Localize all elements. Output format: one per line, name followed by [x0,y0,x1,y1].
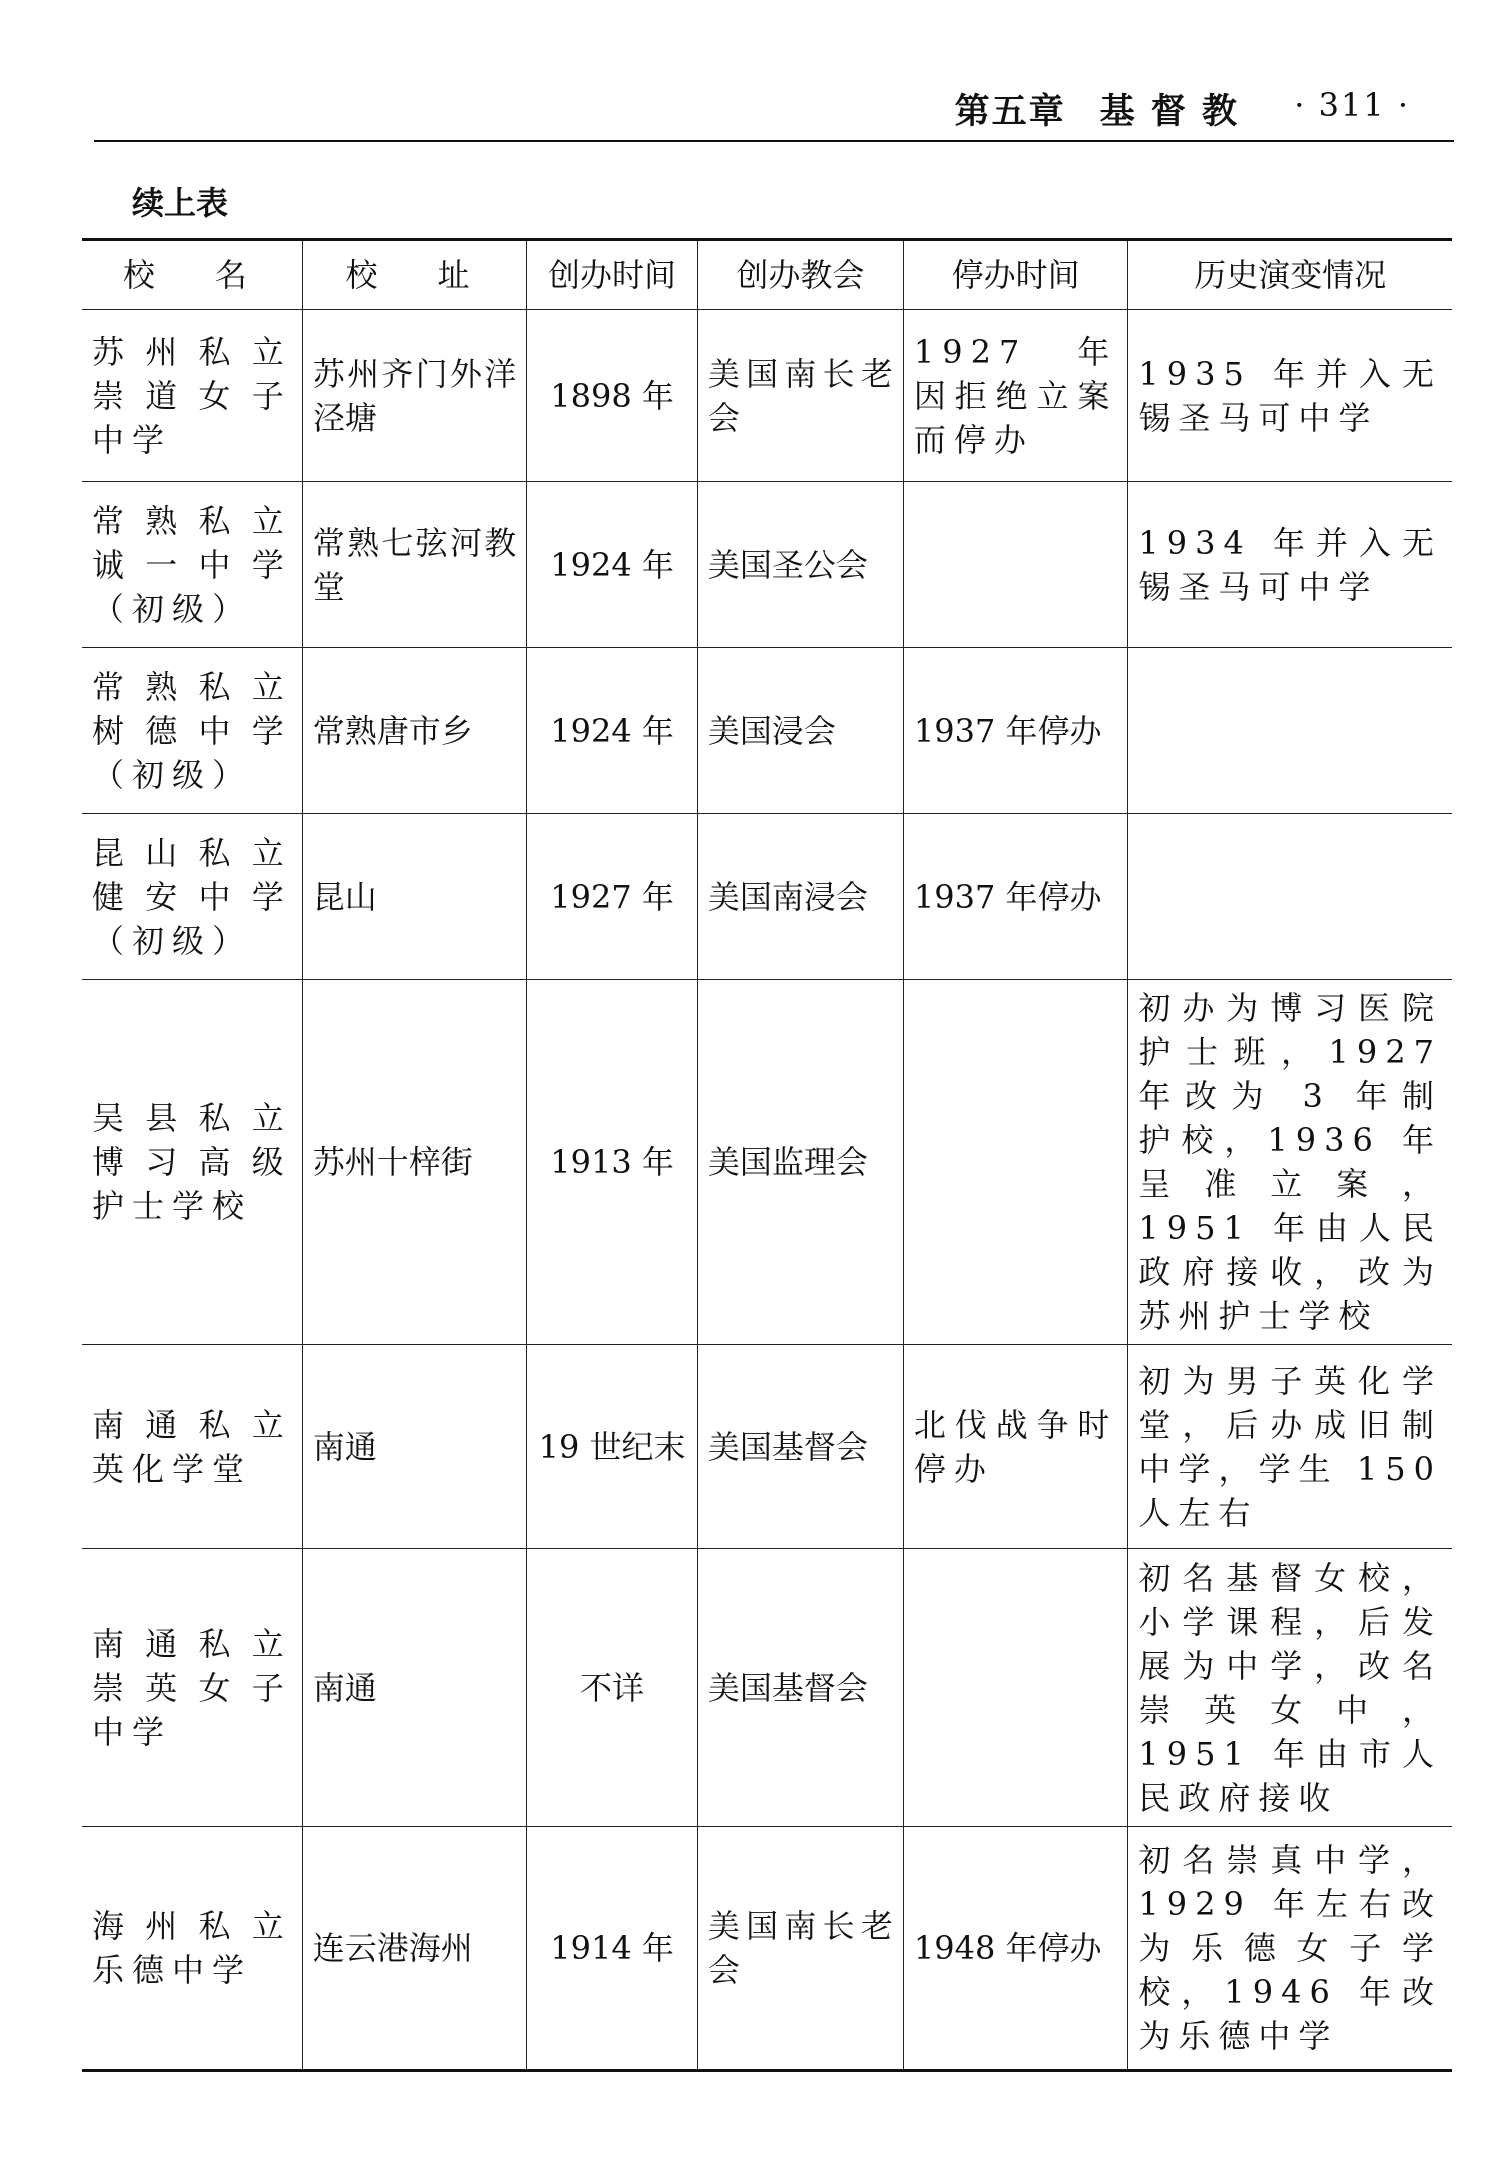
founded-cell: 1927 年 [527,814,698,980]
column-header-founded: 创办时间 [527,240,698,310]
school-location-cell: 昆山 [302,814,527,980]
school-location-cell: 苏州齐门外洋泾塘 [302,310,527,482]
chapter-number: 第五章 [954,92,1066,132]
closed-cell [903,1549,1128,1827]
history-cell: 初名崇真中学，1929 年左右改为乐德女子学校，1946 年改为乐德中学 [1128,1827,1452,2071]
school-name-cell: 海州私立乐德中学 [82,1827,302,2071]
history-cell: 1934 年并入无锡圣马可中学 [1128,482,1452,648]
school-location-cell: 南通 [302,1549,527,1827]
history-cell: 1935 年并入无锡圣马可中学 [1128,310,1452,482]
chapter-heading [955,84,1239,134]
table-row [82,482,1452,648]
church-cell: 美国南浸会 [697,814,903,980]
church-schools-table [82,238,1452,2072]
table-row [82,980,1452,1345]
table-row [82,1549,1452,1827]
closed-cell [903,980,1128,1345]
founded-cell: 不详 [527,1549,698,1827]
church-cell: 美国基督会 [697,1549,903,1827]
table-row [82,648,1452,814]
school-location-cell: 苏州十梓街 [302,980,527,1345]
closed-cell: 1927 年因拒绝立案而停办 [903,310,1128,482]
school-location-cell: 连云港海州 [302,1827,527,2071]
table-header-row [82,240,1452,310]
school-location-cell: 常熟七弦河教堂 [302,482,527,648]
church-cell: 美国监理会 [697,980,903,1345]
closed-cell: 1937 年停办 [903,814,1128,980]
column-header-closed: 停办时间 [903,240,1128,310]
founded-cell: 1898 年 [527,310,698,482]
history-cell [1128,648,1452,814]
founded-cell: 1924 年 [527,482,698,648]
school-name-cell: 吴县私立博习高级护士学校 [82,980,302,1345]
school-name-cell: 南通私立英化学堂 [82,1345,302,1549]
school-name-cell: 常熟私立诚一中学（初级） [82,482,302,648]
table-row [82,814,1452,980]
closed-cell: 北伐战争时停办 [903,1345,1128,1549]
chapter-title: 基 督 教 [1099,92,1239,132]
church-cell: 美国基督会 [697,1345,903,1549]
history-cell [1128,814,1452,980]
church-cell: 美国浸会 [697,648,903,814]
closed-cell: 1948 年停办 [903,1827,1128,2071]
column-header-church: 创办教会 [697,240,903,310]
founded-cell: 19 世纪末 [527,1345,698,1549]
history-cell: 初为男子英化学堂，后办成旧制中学，学生 150 人左右 [1128,1345,1452,1549]
school-location-cell: 南通 [302,1345,527,1549]
column-header-location: 校 址 [302,240,527,310]
column-header-history: 历史演变情况 [1128,240,1452,310]
closed-cell: 1937 年停办 [903,648,1128,814]
running-header [94,78,1454,142]
table-row [82,310,1452,482]
column-header-name: 校 名 [82,240,302,310]
table-row [82,1345,1452,1549]
church-cell: 美国圣公会 [697,482,903,648]
church-cell: 美国南长老会 [697,310,903,482]
history-cell: 初办为博习医院护士班，1927 年改为 3 年制护校，1936 年呈准立案，1951 年由人民政府接收，改为苏州护士学校 [1128,980,1452,1345]
table-continued-label: 续上表 [132,184,229,222]
history-cell: 初名基督女校，小学课程，后发展为中学，改名崇英女中，1951 年由市人民政府接收 [1128,1549,1452,1827]
table-row [82,1827,1452,2071]
school-location-cell: 常熟唐市乡 [302,648,527,814]
school-name-cell: 常熟私立树德中学（初级） [82,648,302,814]
school-name-cell: 南通私立崇英女子中学 [82,1549,302,1827]
founded-cell: 1913 年 [527,980,698,1345]
page-number: · 311 · [1294,86,1410,124]
founded-cell: 1924 年 [527,648,698,814]
school-name-cell: 昆山私立健安中学（初级） [82,814,302,980]
founded-cell: 1914 年 [527,1827,698,2071]
church-cell: 美国南长老会 [697,1827,903,2071]
school-name-cell: 苏州私立崇道女子中学 [82,310,302,482]
closed-cell [903,482,1128,648]
